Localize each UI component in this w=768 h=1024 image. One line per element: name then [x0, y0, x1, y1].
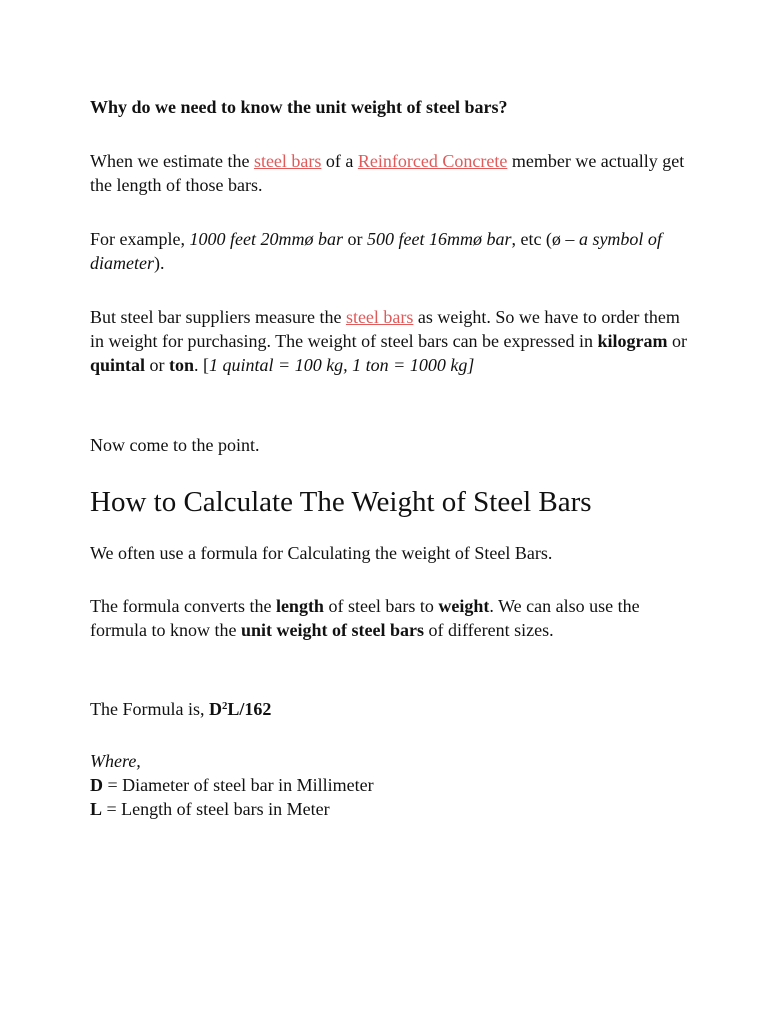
text-span: as weight. So we have to order them in weight for purchasing. The weight of steel bars can be expressed in: [90, 307, 680, 351]
paragraph-estimate: [90, 149, 690, 197]
link-reinforced-concrete[interactable]: Reinforced Concrete: [357, 151, 508, 171]
bold-unit-weight: unit weight of steel bars: [240, 620, 424, 640]
formula-d: D: [209, 699, 222, 719]
definition-l: = Length of steel bars in Meter: [102, 799, 330, 819]
link-steel-bars-2[interactable]: steel bars: [345, 307, 414, 327]
symbol-l: L: [90, 799, 103, 819]
text-span: of steel bars to: [323, 596, 439, 616]
text-span: or: [667, 331, 688, 351]
text-span: of different sizes.: [423, 620, 554, 640]
bold-quintal: quintal: [90, 355, 146, 375]
italic-example-1: 1000 feet 20mmø bar: [189, 229, 343, 249]
italic-diameter-note: a symbol of diameter: [90, 229, 662, 273]
formula-exponent: 2: [222, 700, 228, 713]
italic-example-2: 500 feet 16mmø bar: [366, 229, 512, 249]
paragraph-suppliers: [90, 305, 690, 377]
paragraph-formula-intro: We often use a formula for Calculating the weight of Steel Bars.: [90, 543, 553, 563]
text-span: The formula converts the: [90, 596, 276, 616]
text-span: member we actually get the length of those bars.: [90, 151, 685, 195]
definition-d: = Diameter of steel bar in Millimeter: [103, 775, 374, 795]
text-span: or: [342, 229, 367, 249]
paragraph-formula: [90, 697, 690, 721]
text-span: or: [145, 355, 170, 375]
paragraph-point: Now come to the point.: [90, 435, 260, 455]
formula-rest: L/162: [227, 699, 272, 719]
paragraph-example: [90, 227, 690, 275]
text-span: of a: [321, 151, 358, 171]
bold-ton: ton: [169, 355, 195, 375]
formula: [209, 699, 271, 719]
text-span: When we estimate the: [90, 151, 254, 171]
link-steel-bars[interactable]: steel bars: [253, 151, 322, 171]
bold-weight: weight: [438, 596, 490, 616]
text-span: For example,: [90, 229, 190, 249]
text-span: The Formula is,: [90, 699, 209, 719]
bold-kilogram: kilogram: [597, 331, 668, 351]
text-span: But steel bar suppliers measure the: [90, 307, 346, 327]
where-block: [90, 749, 690, 821]
text-span: ).: [153, 253, 165, 273]
bold-length: length: [275, 596, 324, 616]
text-span: , etc (ø –: [511, 229, 579, 249]
intro-heading: Why do we need to know the unit weight of steel bars?: [90, 97, 508, 117]
paragraph-formula-converts: [90, 594, 690, 642]
where-label: Where,: [90, 751, 141, 771]
symbol-d: D: [90, 775, 103, 795]
italic-unit-conversion: 1 quintal = 100 kg, 1 ton = 1000 kg]: [209, 355, 475, 375]
main-heading: How to Calculate The Weight of Steel Bars: [90, 486, 592, 518]
text-span: . We can also use the formula to know the: [90, 596, 640, 640]
text-span: . [: [194, 355, 210, 375]
